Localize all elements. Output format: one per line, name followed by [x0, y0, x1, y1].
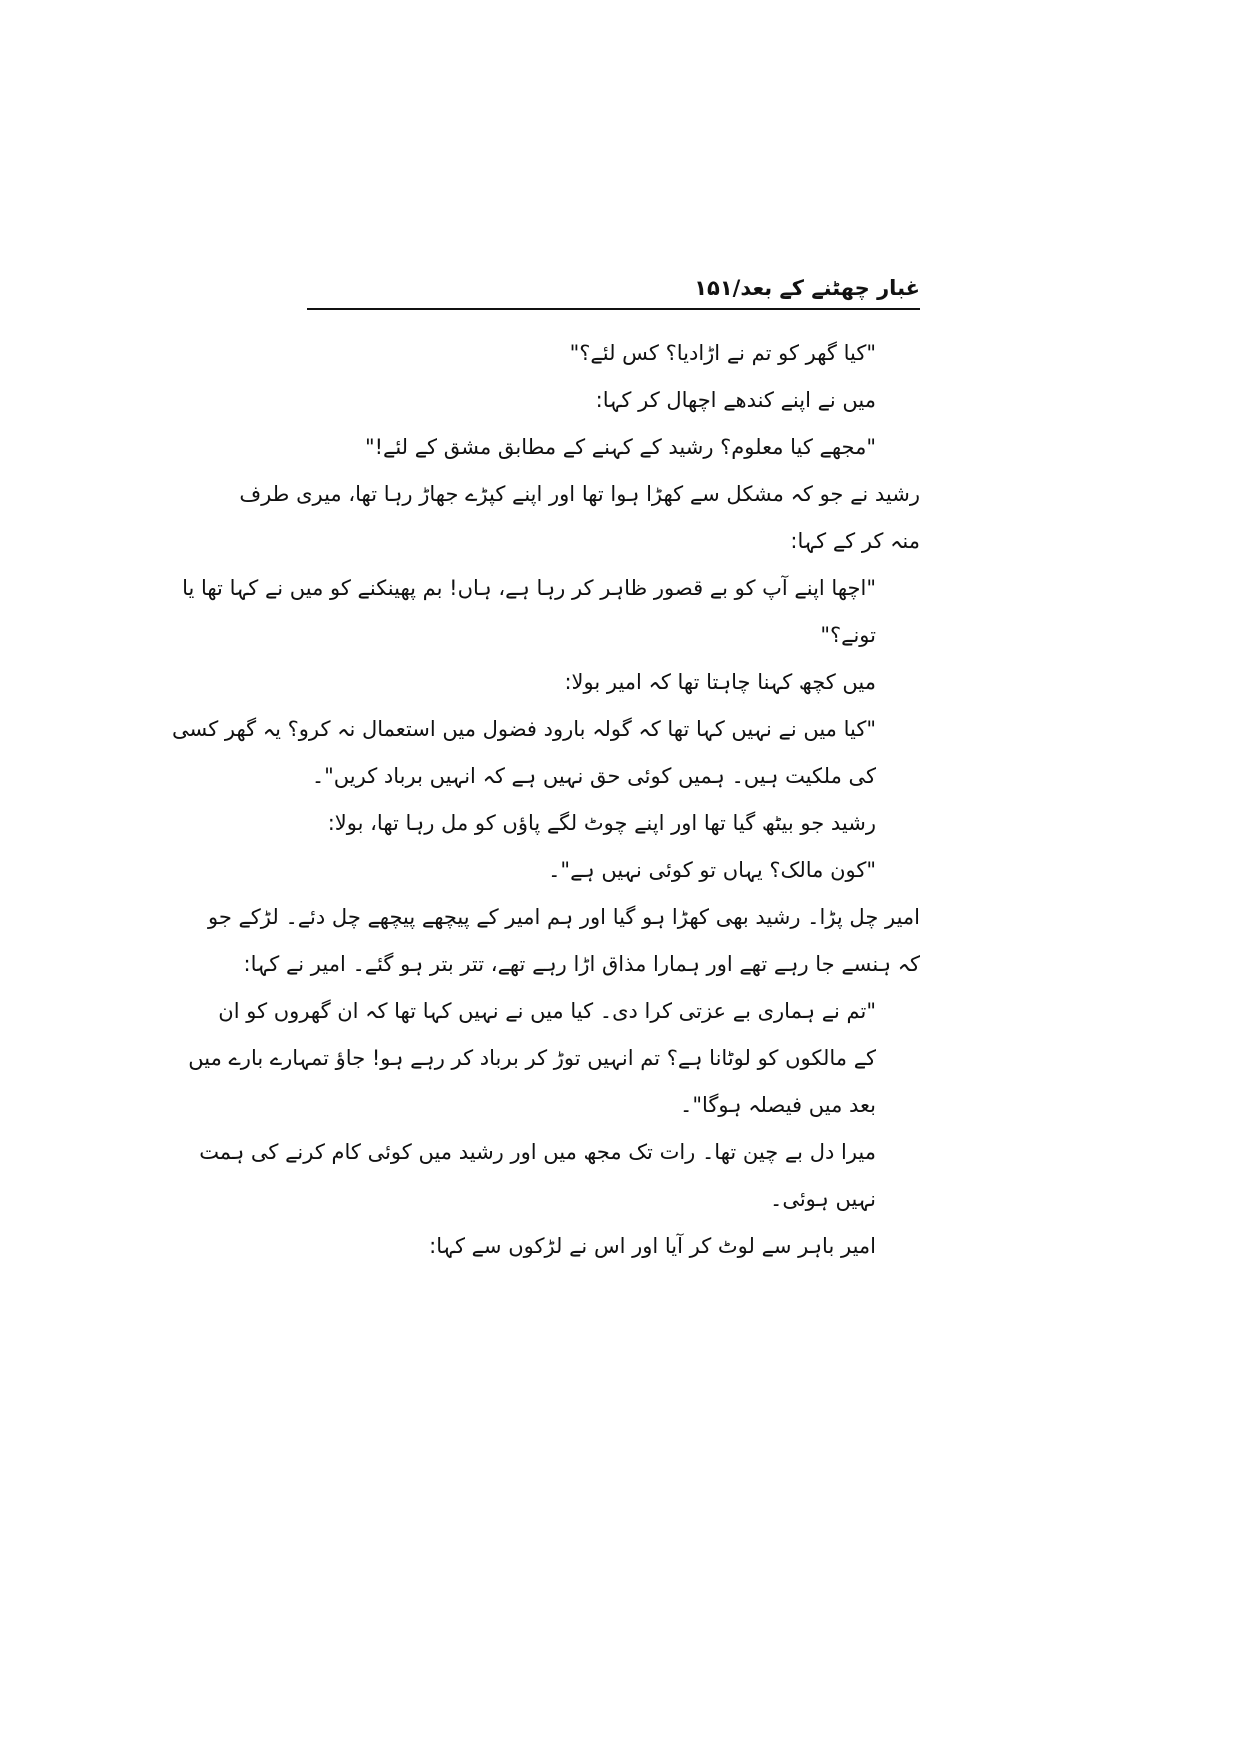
text-line: میں نے اپنے کندھے اچھال کر کہا:	[595, 388, 876, 412]
text-line: نہیں ہوئی۔	[770, 1187, 876, 1211]
text-line: رشید جو بیٹھ گیا تھا اور اپنے چوٹ لگے پاؤں کو مل رہا تھا، بولا:	[327, 811, 876, 835]
text-line: امیر باہر سے لوٹ کر آیا اور اس نے لڑکوں سے کہا:	[429, 1234, 876, 1258]
text-line: رشید نے جو کہ مشکل سے کھڑا ہوا تھا اور اپنے کپڑے جھاڑ رہا تھا، میری طرف	[239, 482, 920, 506]
text-line: "تم نے ہماری بے عزتی کرا دی۔ کیا میں نے نہیں کہا تھا کہ ان گھروں کو ان	[218, 999, 876, 1023]
page-body	[171, 330, 920, 1270]
text-line: "کون مالک؟ یہاں تو کوئی نہیں ہے"۔	[548, 858, 876, 882]
text-line: کی ملکیت ہیں۔ ہمیں کوئی حق نہیں ہے کہ انہیں برباد کریں"۔	[311, 764, 876, 788]
text-line: میرا دل بے چین تھا۔ رات تک مجھ میں اور رشید میں کوئی کام کرنے کی ہمت	[199, 1140, 876, 1164]
text-line: تونے؟"	[820, 623, 876, 647]
text-line: "کیا گھر کو تم نے اڑادیا؟ کس لئے؟"	[569, 341, 876, 365]
text-line: امیر چل پڑا۔ رشید بھی کھڑا ہو گیا اور ہم امیر کے پیچھے پیچھے چل دئے۔ لڑکے جو	[207, 905, 920, 929]
text-line: کے مالکوں کو لوٹانا ہے؟ تم انہیں توڑ کر برباد کر رہے ہو! جاؤ تمہارے بارے میں	[188, 1046, 876, 1070]
header-rule	[307, 308, 920, 310]
text-line: "کیا میں نے نہیں کہا تھا کہ گولہ بارود فضول میں استعمال نہ کرو؟ یہ گھر کسی	[171, 717, 876, 741]
text-line: کہ ہنسے جا رہے تھے اور ہمارا مذاق اڑا رہے تھے، تتر بتر ہو گئے۔ امیر نے کہا:	[243, 952, 920, 976]
running-header: غبار چھٹنے کے بعد/۱۵۱	[694, 276, 920, 300]
text-line: میں کچھ کہنا چاہتا تھا کہ امیر بولا:	[564, 670, 876, 694]
text-line: بعد میں فیصلہ ہوگا"۔	[680, 1093, 876, 1117]
text-line: "مجھے کیا معلوم؟ رشید کے کہنے کے مطابق مشق کے لئے!"	[364, 435, 876, 459]
text-line: منہ کر کے کہا:	[790, 529, 920, 553]
text-line: "اچھا اپنے آپ کو بے قصور ظاہر کر رہا ہے، ہاں! بم پھینکنے کو میں نے کہا تھا یا	[182, 576, 876, 600]
